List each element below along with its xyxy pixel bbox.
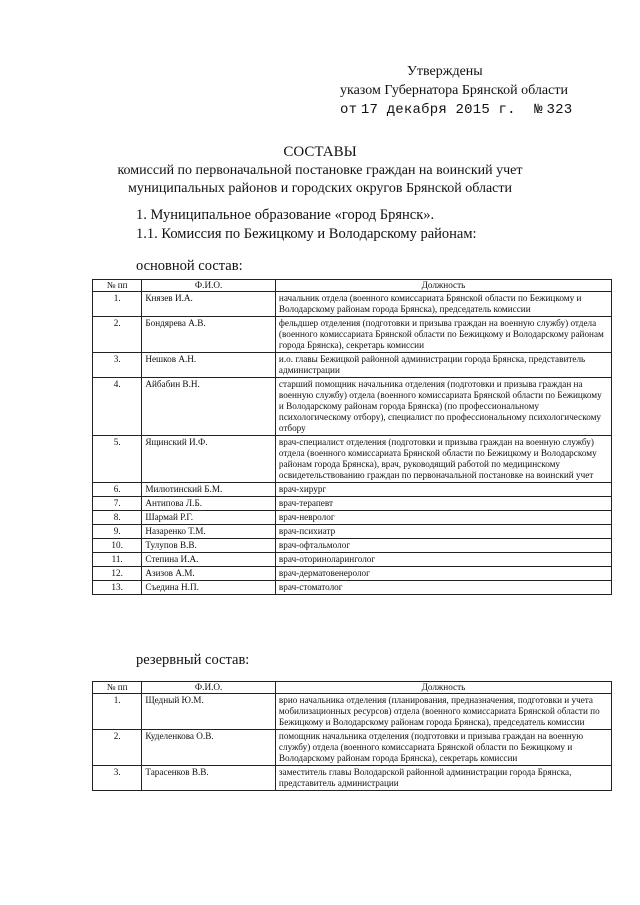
member-position: врач-стоматолог <box>275 581 611 595</box>
member-name: Щедный Ю.М. <box>142 694 276 730</box>
section-heading: 1. Муниципальное образование «город Брянск». <box>136 207 435 223</box>
column-header-position: Должность <box>275 682 611 694</box>
row-number: 3. <box>93 353 142 378</box>
subsection-heading: 1.1. Комиссия по Бежицкому и Володарскому районам: <box>136 226 477 242</box>
column-header-number: № пп <box>93 682 142 694</box>
row-number: 10. <box>93 539 142 553</box>
row-number: 9. <box>93 525 142 539</box>
member-position: врач-специалист отделения (подготовки и призыва граждан на военную службу) отдела (военного комиссариата Брянской области по Бежицкому и Володарскому районам города Брянска), врач, руководящий работой по медицинскому освидетельствованию граждан по первоначальной постановке на воинский учет <box>275 436 611 483</box>
member-position: врач-хирург <box>275 483 611 497</box>
member-position: старший помощник начальника отделения (подготовки и призыва граждан на военную службу) отдела (военного комиссариата Брянской области по Бежицкому и Володарскому районам города Брянска) (по профессиональному психологическому отбору), специалист по профессиональному психологическому отбору <box>275 378 611 436</box>
approval-line-1: Утверждены <box>407 64 483 79</box>
member-position: заместитель главы Володарской районной администрации города Брянска, представитель администрации <box>275 766 611 791</box>
member-position: помощник начальника отделения (подготовки и призыва граждан на военную службу) отдела (военного комиссариата Брянской области по Бежицкому и Володарскому районам города Брянска), секретарь комиссии <box>275 730 611 766</box>
table-row <box>93 553 612 567</box>
approval-number: 323 <box>546 102 573 118</box>
table-row <box>93 497 612 511</box>
member-position: врач-терапевт <box>275 497 611 511</box>
member-position: врач-дерматовенеролог <box>275 567 611 581</box>
subtitle-line-1: комиссий по первоначальной постановке граждан на воинский учет <box>117 163 523 178</box>
member-position: врио начальника отделения (планирования, предназначения, подготовки и учета мобилизационных ресурсов) отдела (военного комиссариата Брянской области по Бежицкому и Володарскому районам города Брянска), председатель комиссии <box>275 694 611 730</box>
reserve-composition-table <box>92 681 612 791</box>
main-composition-table <box>92 279 612 595</box>
main-composition-label: основной состав: <box>136 258 243 274</box>
subtitle-line-2: муниципальных районов и городских округов Брянской области <box>127 181 513 196</box>
member-name: Азизов А.М. <box>142 567 276 581</box>
member-position: врач-офтальмолог <box>275 539 611 553</box>
number-prefix: № <box>534 102 543 118</box>
table-row <box>93 539 612 553</box>
column-header-name: Ф.И.О. <box>142 280 276 292</box>
member-name: Бондярева А.В. <box>142 317 276 353</box>
table-row <box>93 483 612 497</box>
row-number: 2. <box>93 317 142 353</box>
row-number: 11. <box>93 553 142 567</box>
approval-date-line <box>340 100 620 120</box>
member-name: Степина И.А. <box>142 553 276 567</box>
member-name: Ящинский И.Ф. <box>142 436 276 483</box>
table-header-row <box>93 280 612 292</box>
column-header-number: № пп <box>93 280 142 292</box>
member-name: Тарасенков В.В. <box>142 766 276 791</box>
table-row <box>93 766 612 791</box>
member-name: Айбабин В.Н. <box>142 378 276 436</box>
document-title: СОСТАВЫ <box>283 144 357 160</box>
approval-date: 17 декабря 2015 г. <box>360 102 516 118</box>
member-position: врач-психиатр <box>275 525 611 539</box>
member-name: Тулупов В.В. <box>142 539 276 553</box>
table-row <box>93 317 612 353</box>
member-position: врач-невролог <box>275 511 611 525</box>
member-position: и.о. главы Бежицкой районной администрации города Брянска, представитель администрации <box>275 353 611 378</box>
approval-line-2: указом Губернатора Брянской области <box>340 83 568 98</box>
row-number: 2. <box>93 730 142 766</box>
table-row <box>93 730 612 766</box>
member-name: Князев И.А. <box>142 292 276 317</box>
column-header-position: Должность <box>275 280 611 292</box>
date-prefix: от <box>340 102 358 118</box>
row-number: 6. <box>93 483 142 497</box>
row-number: 1. <box>93 694 142 730</box>
row-number: 7. <box>93 497 142 511</box>
row-number: 13. <box>93 581 142 595</box>
member-name: Назаренко Т.М. <box>142 525 276 539</box>
member-name: Милютинский Б.М. <box>142 483 276 497</box>
table-row <box>93 436 612 483</box>
table-row <box>93 581 612 595</box>
row-number: 3. <box>93 766 142 791</box>
table-row <box>93 292 612 317</box>
member-name: Антипова Л.Б. <box>142 497 276 511</box>
member-name: Нешков А.Н. <box>142 353 276 378</box>
row-number: 1. <box>93 292 142 317</box>
table-row <box>93 378 612 436</box>
table-row <box>93 694 612 730</box>
approval-block <box>340 62 620 120</box>
document-subtitle <box>0 162 640 198</box>
member-position: начальник отдела (военного комиссариата Брянской области по Бежицкому и Володарскому районам города Брянска), председатель комиссии <box>275 292 611 317</box>
row-number: 12. <box>93 567 142 581</box>
member-position: врач-оториноларинголог <box>275 553 611 567</box>
member-name: Куделенкова О.В. <box>142 730 276 766</box>
member-position: фельдшер отделения (подготовки и призыва граждан на военную службу) отдела (военного комиссариата Брянской области по Бежицкому и Володарскому районам города Брянска), секретарь комиссии <box>275 317 611 353</box>
table-row <box>93 525 612 539</box>
member-name: Съедина Н.П. <box>142 581 276 595</box>
table-header-row <box>93 682 612 694</box>
row-number: 4. <box>93 378 142 436</box>
table-row <box>93 567 612 581</box>
row-number: 5. <box>93 436 142 483</box>
table-row <box>93 353 612 378</box>
member-name: Шармай Р.Г. <box>142 511 276 525</box>
column-header-name: Ф.И.О. <box>142 682 276 694</box>
row-number: 8. <box>93 511 142 525</box>
table-row <box>93 511 612 525</box>
reserve-composition-label: резервный состав: <box>136 652 250 668</box>
